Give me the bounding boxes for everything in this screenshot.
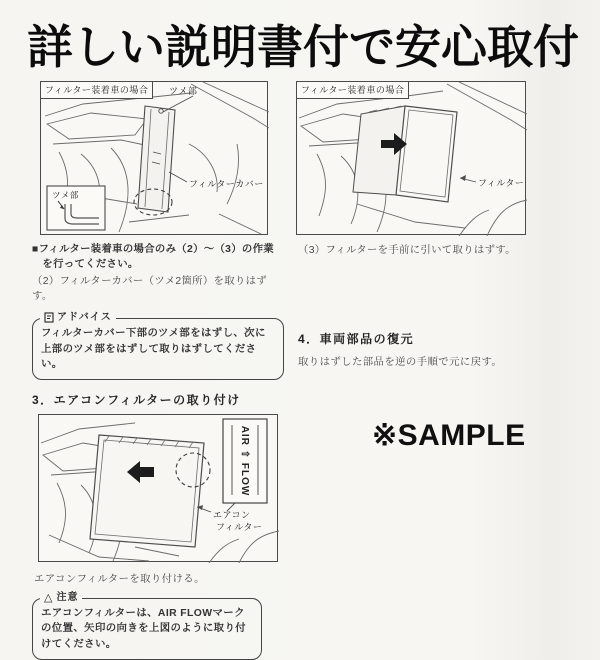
diagram-corner-label: フィルター装着車の場合: [296, 81, 409, 99]
diagram-install-filter: [38, 414, 278, 562]
section-4-body: 取りはずした部品を逆の手順で元に戻す。: [298, 357, 503, 369]
page-headline: 詳しい説明書付で安心取付: [27, 21, 579, 73]
warning-triangle-icon: △: [44, 591, 54, 604]
right-column: [296, 81, 578, 660]
tab-leader-line: [163, 96, 193, 112]
air-flow-label: AIR ⇧ FLOW: [239, 425, 250, 497]
step-3-text: （3）フィルターを手前に引いて取りはずす。: [298, 244, 516, 256]
caution-box-title: [40, 591, 82, 606]
diagram-remove-filter-cover: [40, 81, 268, 235]
diagram-remove-filter-cover-art: [41, 82, 269, 236]
instruction-sheet: [0, 81, 600, 660]
air-flow-panel: [223, 419, 267, 511]
tab-detail-inset: [47, 186, 105, 230]
diagram-remove-filter-art: [297, 82, 527, 236]
caution-title-text: 注意: [56, 592, 79, 604]
diagram-install-filter-art: [39, 415, 279, 563]
filter-label: フィルター: [478, 177, 525, 188]
diagram-remove-filter: [296, 81, 526, 235]
memo-icon: [44, 312, 54, 323]
caution-box: [32, 591, 262, 660]
section-4-title: 4．車両部品の復元: [298, 332, 415, 347]
left-column: [30, 81, 282, 660]
caution-body: エアコンフィルターは、AIR FLOWマークの位置、矢印の向きを上図のように取り付けてください。: [41, 607, 247, 651]
cover-leader-line: [169, 172, 187, 182]
advice-box: [32, 311, 284, 380]
step-2-text: （2）フィルターカバー（ツメ2箇所）を取りはずす。: [32, 275, 267, 303]
diagram-corner-label: フィルター装着車の場合: [40, 81, 153, 99]
aircon-filter-shape: [90, 435, 204, 547]
sample-watermark: ※SAMPLE: [372, 419, 526, 453]
advice-body: フィルターカバー下部のツメ部をはずし、次に上部のツメ部をはずして取りはずしてください。: [41, 327, 266, 371]
leader-arrowhead-icon: [460, 175, 466, 181]
filter-equipped-note: ■フィルター装着車の場合のみ（2）～（3）の作業を行ってください。: [32, 243, 274, 270]
aircon-filter-label-line2: フィルター: [216, 521, 263, 532]
filter-shape: [353, 106, 457, 202]
install-caption: エアコンフィルターを取り付ける。: [34, 573, 205, 585]
inset-tab-label: ツメ部: [52, 189, 79, 200]
aircon-filter-label-line1: エアコン: [213, 509, 251, 520]
advice-box-title: [40, 311, 116, 325]
tab-top-label: ツメ部: [169, 85, 198, 96]
section-3-title: 3．エアコンフィルターの取り付け: [32, 392, 241, 407]
advice-title-text: アドバイス: [57, 311, 112, 323]
filter-cover-label: フィルターカバー: [189, 178, 264, 189]
